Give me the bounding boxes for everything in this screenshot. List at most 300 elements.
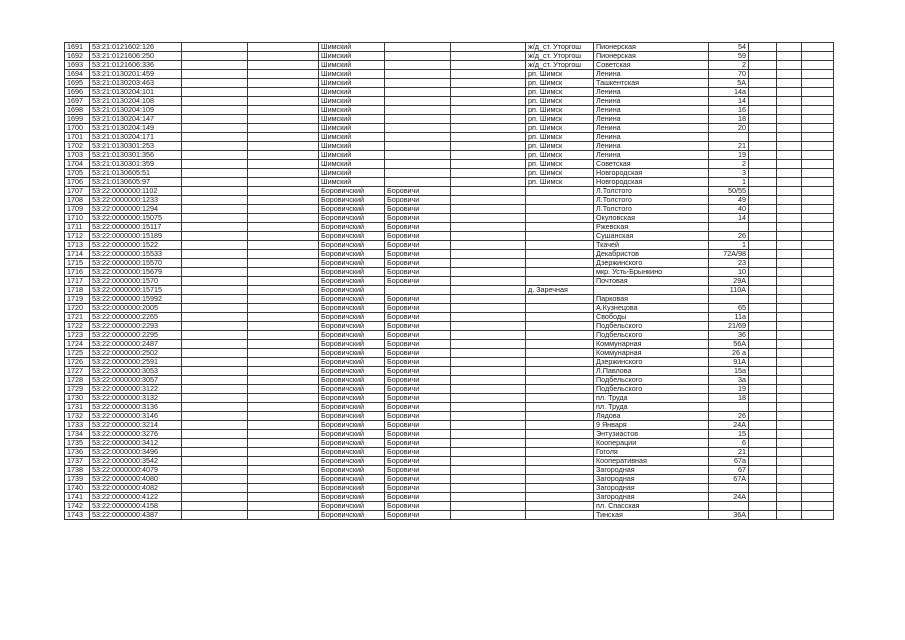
house-number-cell: 18 <box>709 394 749 403</box>
row-number-cell: 1731 <box>65 403 90 412</box>
district-cell: Боровичский <box>319 493 385 502</box>
table-row <box>65 133 834 142</box>
street-cell: Подбельского <box>594 385 709 394</box>
blank-cell <box>777 448 802 457</box>
street-cell: А.Кузнецова <box>594 304 709 313</box>
street-cell: Тинская <box>594 511 709 520</box>
district-cell: Боровичский <box>319 385 385 394</box>
house-number-cell: 1 <box>709 241 749 250</box>
blank-cell <box>451 385 526 394</box>
street-cell: Пионерская <box>594 43 709 52</box>
city-cell: Боровичи <box>385 457 451 466</box>
blank-cell <box>451 43 526 52</box>
blank-cell <box>182 187 248 196</box>
street-cell: Подбельского <box>594 331 709 340</box>
locality-cell: рп. Шимск <box>526 133 594 142</box>
house-number-cell: 19 <box>709 151 749 160</box>
locality-cell: ж/д_ст. Уторгош <box>526 61 594 70</box>
blank-cell <box>182 115 248 124</box>
cadastral-number-cell: 53:22:0000000:15992 <box>90 295 182 304</box>
district-cell: Боровичский <box>319 187 385 196</box>
district-cell: Боровичский <box>319 475 385 484</box>
blank-cell <box>248 115 319 124</box>
blank-cell <box>777 376 802 385</box>
blank-cell <box>248 88 319 97</box>
cadastral-number-cell: 53:22:0000000:15189 <box>90 232 182 241</box>
blank-cell <box>777 421 802 430</box>
blank-cell <box>777 475 802 484</box>
city-cell: Боровичи <box>385 511 451 520</box>
cadastral-number-cell: 53:22:0000000:3146 <box>90 412 182 421</box>
blank-cell <box>451 124 526 133</box>
blank-cell <box>802 259 834 268</box>
city-cell: Боровичи <box>385 304 451 313</box>
blank-cell <box>248 268 319 277</box>
district-cell: Шимский <box>319 142 385 151</box>
house-number-cell: 40 <box>709 205 749 214</box>
street-cell: Парковая <box>594 295 709 304</box>
city-cell: Боровичи <box>385 214 451 223</box>
street-cell: пл. Труда <box>594 403 709 412</box>
street-cell: Гоголя <box>594 448 709 457</box>
table-row <box>65 367 834 376</box>
blank-cell <box>182 268 248 277</box>
cadastral-number-cell: 53:22:0000000:2293 <box>90 322 182 331</box>
street-cell: Почтовая <box>594 277 709 286</box>
blank-cell <box>248 79 319 88</box>
blank-cell <box>248 106 319 115</box>
house-number-cell: 6 <box>709 439 749 448</box>
cadastral-number-cell: 53:22:0000000:3053 <box>90 367 182 376</box>
locality-cell <box>526 322 594 331</box>
locality-cell <box>526 214 594 223</box>
locality-cell <box>526 430 594 439</box>
row-number-cell: 1742 <box>65 502 90 511</box>
blank-cell <box>451 97 526 106</box>
blank-cell <box>777 403 802 412</box>
blank-cell <box>802 187 834 196</box>
cadastral-number-cell: 53:22:0000000:15533 <box>90 250 182 259</box>
locality-cell <box>526 457 594 466</box>
district-cell: Шимский <box>319 124 385 133</box>
cadastral-number-cell: 53:22:0000000:15570 <box>90 259 182 268</box>
blank-cell <box>749 313 777 322</box>
table-row <box>65 358 834 367</box>
row-number-cell: 1712 <box>65 232 90 241</box>
cadastral-number-cell: 53:22:0000000:2591 <box>90 358 182 367</box>
house-number-cell: 19 <box>709 385 749 394</box>
blank-cell <box>777 187 802 196</box>
city-cell: Боровичи <box>385 340 451 349</box>
blank-cell <box>182 340 248 349</box>
blank-cell <box>182 52 248 61</box>
blank-cell <box>248 403 319 412</box>
blank-cell <box>451 412 526 421</box>
blank-cell <box>182 223 248 232</box>
blank-cell <box>451 448 526 457</box>
locality-cell <box>526 385 594 394</box>
street-cell: Загородная <box>594 484 709 493</box>
table-row <box>65 394 834 403</box>
blank-cell <box>749 106 777 115</box>
house-number-cell: 49 <box>709 196 749 205</box>
row-number-cell: 1725 <box>65 349 90 358</box>
district-cell: Боровичский <box>319 223 385 232</box>
city-cell: Боровичи <box>385 430 451 439</box>
blank-cell <box>749 448 777 457</box>
house-number-cell <box>709 484 749 493</box>
locality-cell: рп. Шимск <box>526 160 594 169</box>
blank-cell <box>749 385 777 394</box>
table-row <box>65 304 834 313</box>
blank-cell <box>749 421 777 430</box>
street-cell: Подбельского <box>594 376 709 385</box>
blank-cell <box>777 214 802 223</box>
blank-cell <box>248 70 319 79</box>
blank-cell <box>749 340 777 349</box>
cadastral-number-cell: 53:22:0000000:4080 <box>90 475 182 484</box>
row-number-cell: 1698 <box>65 106 90 115</box>
locality-cell: рп. Шимск <box>526 88 594 97</box>
blank-cell <box>777 205 802 214</box>
blank-cell <box>248 160 319 169</box>
district-cell: Боровичский <box>319 466 385 475</box>
cadastral-number-cell: 53:22:0000000:15075 <box>90 214 182 223</box>
blank-cell <box>182 484 248 493</box>
house-number-cell: 72А/98 <box>709 250 749 259</box>
table-row <box>65 502 834 511</box>
cadastral-number-cell: 53:22:0000000:3132 <box>90 394 182 403</box>
district-cell: Шимский <box>319 52 385 61</box>
blank-cell <box>182 124 248 133</box>
blank-cell <box>248 286 319 295</box>
blank-cell <box>777 412 802 421</box>
blank-cell <box>802 511 834 520</box>
blank-cell <box>248 412 319 421</box>
blank-cell <box>182 178 248 187</box>
locality-cell: ж/д_ст. Уторгош <box>526 43 594 52</box>
blank-cell <box>182 304 248 313</box>
table-row <box>65 79 834 88</box>
city-cell <box>385 115 451 124</box>
house-number-cell: 29А <box>709 277 749 286</box>
city-cell: Боровичи <box>385 385 451 394</box>
cadastral-number-cell: 53:22:0000000:3276 <box>90 430 182 439</box>
row-number-cell: 1719 <box>65 295 90 304</box>
blank-cell <box>777 439 802 448</box>
blank-cell <box>182 250 248 259</box>
district-cell: Шимский <box>319 61 385 70</box>
street-cell: Ржевская <box>594 223 709 232</box>
district-cell: Шимский <box>319 70 385 79</box>
district-cell: Боровичский <box>319 322 385 331</box>
city-cell: Боровичи <box>385 259 451 268</box>
cadastral-number-cell: 53:22:0000000:1233 <box>90 196 182 205</box>
blank-cell <box>749 133 777 142</box>
blank-cell <box>749 187 777 196</box>
city-cell: Боровичи <box>385 295 451 304</box>
row-number-cell: 1709 <box>65 205 90 214</box>
cadastral-number-cell: 53:21:0121602:126 <box>90 43 182 52</box>
blank-cell <box>777 331 802 340</box>
blank-cell <box>777 115 802 124</box>
district-cell: Боровичский <box>319 502 385 511</box>
city-cell <box>385 133 451 142</box>
blank-cell <box>182 322 248 331</box>
blank-cell <box>777 493 802 502</box>
house-number-cell: 91А <box>709 358 749 367</box>
locality-cell <box>526 412 594 421</box>
cadastral-number-cell: 53:22:0000000:15679 <box>90 268 182 277</box>
house-number-cell: 2 <box>709 160 749 169</box>
district-cell: Боровичский <box>319 205 385 214</box>
city-cell: Боровичи <box>385 421 451 430</box>
cadastral-number-cell: 53:22:0000000:4387 <box>90 511 182 520</box>
blank-cell <box>749 250 777 259</box>
house-number-cell: 14а <box>709 88 749 97</box>
table-row <box>65 439 834 448</box>
blank-cell <box>777 61 802 70</box>
locality-cell <box>526 502 594 511</box>
city-cell: Боровичи <box>385 331 451 340</box>
blank-cell <box>802 277 834 286</box>
row-number-cell: 1722 <box>65 322 90 331</box>
blank-cell <box>248 241 319 250</box>
blank-cell <box>802 439 834 448</box>
blank-cell <box>802 151 834 160</box>
street-cell: пл. Труда <box>594 394 709 403</box>
cadastral-number-cell: 53:22:0000000:3122 <box>90 385 182 394</box>
district-cell: Боровичский <box>319 376 385 385</box>
house-number-cell: 54 <box>709 43 749 52</box>
street-cell: Ленина <box>594 124 709 133</box>
blank-cell <box>802 493 834 502</box>
table-row <box>65 277 834 286</box>
house-number-cell: 67А <box>709 475 749 484</box>
house-number-cell <box>709 223 749 232</box>
cadastral-number-cell: 53:21:0130301:356 <box>90 151 182 160</box>
blank-cell <box>802 304 834 313</box>
blank-cell <box>749 286 777 295</box>
blank-cell <box>182 70 248 79</box>
locality-cell <box>526 394 594 403</box>
house-number-cell <box>709 403 749 412</box>
blank-cell <box>749 97 777 106</box>
city-cell: Боровичи <box>385 250 451 259</box>
blank-cell <box>802 142 834 151</box>
blank-cell <box>777 79 802 88</box>
blank-cell <box>182 169 248 178</box>
blank-cell <box>777 250 802 259</box>
blank-cell <box>777 358 802 367</box>
city-cell: Боровичи <box>385 394 451 403</box>
street-cell: Энтузиастов <box>594 430 709 439</box>
table-row <box>65 466 834 475</box>
city-cell <box>385 70 451 79</box>
blank-cell <box>451 313 526 322</box>
blank-cell <box>777 97 802 106</box>
city-cell: Боровичи <box>385 187 451 196</box>
blank-cell <box>248 331 319 340</box>
blank-cell <box>182 502 248 511</box>
table-row <box>65 124 834 133</box>
city-cell <box>385 97 451 106</box>
house-number-cell: 70 <box>709 70 749 79</box>
house-number-cell: 14 <box>709 214 749 223</box>
city-cell: Боровичи <box>385 241 451 250</box>
blank-cell <box>777 349 802 358</box>
district-cell: Шимский <box>319 79 385 88</box>
blank-cell <box>451 304 526 313</box>
blank-cell <box>802 385 834 394</box>
row-number-cell: 1717 <box>65 277 90 286</box>
blank-cell <box>802 160 834 169</box>
blank-cell <box>749 52 777 61</box>
blank-cell <box>248 61 319 70</box>
row-number-cell: 1730 <box>65 394 90 403</box>
blank-cell <box>749 88 777 97</box>
cadastral-number-cell: 53:22:0000000:1294 <box>90 205 182 214</box>
blank-cell <box>749 268 777 277</box>
street-cell: Ленина <box>594 115 709 124</box>
table-row <box>65 232 834 241</box>
locality-cell: рп. Шимск <box>526 106 594 115</box>
blank-cell <box>802 97 834 106</box>
house-number-cell: 20 <box>709 124 749 133</box>
blank-cell <box>451 106 526 115</box>
blank-cell <box>451 475 526 484</box>
blank-cell <box>451 241 526 250</box>
blank-cell <box>802 349 834 358</box>
cadastral-number-cell: 53:22:0000000:2487 <box>90 340 182 349</box>
locality-cell <box>526 196 594 205</box>
city-cell: Боровичи <box>385 349 451 358</box>
blank-cell <box>802 313 834 322</box>
blank-cell <box>248 358 319 367</box>
street-cell: Ленина <box>594 97 709 106</box>
blank-cell <box>451 394 526 403</box>
blank-cell <box>451 187 526 196</box>
city-cell: Боровичи <box>385 412 451 421</box>
blank-cell <box>802 43 834 52</box>
city-cell: Боровичи <box>385 313 451 322</box>
blank-cell <box>248 196 319 205</box>
row-number-cell: 1694 <box>65 70 90 79</box>
locality-cell <box>526 511 594 520</box>
blank-cell <box>777 160 802 169</box>
blank-cell <box>749 43 777 52</box>
blank-cell <box>182 232 248 241</box>
blank-cell <box>248 340 319 349</box>
blank-cell <box>802 115 834 124</box>
city-cell: Боровичи <box>385 268 451 277</box>
blank-cell <box>777 457 802 466</box>
city-cell <box>385 286 451 295</box>
blank-cell <box>451 331 526 340</box>
blank-cell <box>749 169 777 178</box>
cadastral-number-cell: 53:21:0130203:463 <box>90 79 182 88</box>
locality-cell: рп. Шимск <box>526 169 594 178</box>
blank-cell <box>777 133 802 142</box>
district-cell: Боровичский <box>319 304 385 313</box>
blank-cell <box>749 358 777 367</box>
table-row <box>65 295 834 304</box>
blank-cell <box>749 349 777 358</box>
locality-cell <box>526 331 594 340</box>
blank-cell <box>802 358 834 367</box>
street-cell: Ленина <box>594 142 709 151</box>
table-row <box>65 151 834 160</box>
city-cell: Боровичи <box>385 439 451 448</box>
city-cell <box>385 79 451 88</box>
city-cell: Боровичи <box>385 493 451 502</box>
street-cell: Кооперации <box>594 439 709 448</box>
city-cell: Боровичи <box>385 475 451 484</box>
blank-cell <box>248 367 319 376</box>
blank-cell <box>802 430 834 439</box>
street-cell: Ленина <box>594 70 709 79</box>
house-number-cell: 36А <box>709 511 749 520</box>
cadastral-number-cell: 53:22:0000000:2502 <box>90 349 182 358</box>
blank-cell <box>802 178 834 187</box>
blank-cell <box>749 232 777 241</box>
blank-cell <box>749 241 777 250</box>
locality-cell <box>526 304 594 313</box>
blank-cell <box>749 331 777 340</box>
street-cell: Свободы <box>594 313 709 322</box>
district-cell: Боровичский <box>319 358 385 367</box>
district-cell: Шимский <box>319 151 385 160</box>
blank-cell <box>802 457 834 466</box>
locality-cell <box>526 349 594 358</box>
table-row <box>65 52 834 61</box>
table-row <box>65 376 834 385</box>
blank-cell <box>182 358 248 367</box>
blank-cell <box>451 232 526 241</box>
table-row <box>65 43 834 52</box>
district-cell: Боровичский <box>319 349 385 358</box>
table-row <box>65 349 834 358</box>
street-cell: Л.Толстого <box>594 187 709 196</box>
city-cell: Боровичи <box>385 466 451 475</box>
blank-cell <box>749 502 777 511</box>
blank-cell <box>248 232 319 241</box>
district-cell: Шимский <box>319 97 385 106</box>
table-row <box>65 61 834 70</box>
locality-cell <box>526 277 594 286</box>
blank-cell <box>248 502 319 511</box>
table-row <box>65 457 834 466</box>
blank-cell <box>777 304 802 313</box>
row-number-cell: 1715 <box>65 259 90 268</box>
blank-cell <box>777 169 802 178</box>
house-number-cell: 15 <box>709 430 749 439</box>
street-cell: Декабристов <box>594 250 709 259</box>
blank-cell <box>182 475 248 484</box>
blank-cell <box>451 79 526 88</box>
row-number-cell: 1740 <box>65 484 90 493</box>
table-row <box>65 214 834 223</box>
blank-cell <box>749 430 777 439</box>
blank-cell <box>749 295 777 304</box>
row-number-cell: 1743 <box>65 511 90 520</box>
table-row <box>65 196 834 205</box>
street-cell: Коммунарная <box>594 349 709 358</box>
cadastral-number-cell: 53:22:0000000:4158 <box>90 502 182 511</box>
blank-cell <box>777 268 802 277</box>
row-number-cell: 1723 <box>65 331 90 340</box>
blank-cell <box>182 79 248 88</box>
